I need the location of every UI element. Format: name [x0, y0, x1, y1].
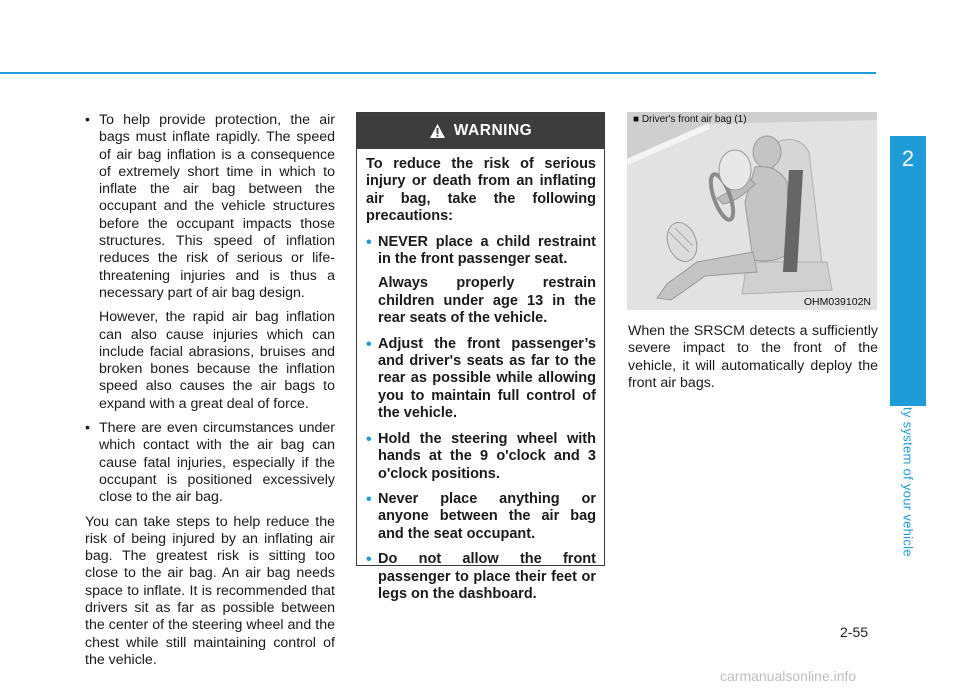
- left-column: [85, 112, 335, 677]
- warning-item-text: • Hold the steering wheel with hands at the 9 o'clock and 3 o'clock positions.: [378, 430, 596, 482]
- srscm-paragraph: When the SRSCM detects a sufficiently severe impact to the front of the vehicle, it will automatically deploy the front air bags.: [628, 323, 878, 391]
- bullet-fatal-injuries: [85, 420, 335, 506]
- chapter-label: Safety system of your vehicle: [900, 379, 916, 557]
- warning-body: [357, 149, 604, 603]
- warning-title: WARNING: [453, 122, 533, 139]
- watermark: carmanualsonline.info: [720, 668, 857, 684]
- warning-triangle-icon: [429, 123, 446, 139]
- warning-item: [366, 551, 596, 603]
- chapter-tab: [890, 136, 926, 557]
- bullet-inflation-speed: [85, 112, 335, 413]
- figure-code: OHM039102N: [803, 296, 871, 308]
- inflation-injury-text: However, the rapid air bag inflation can also cause injuries which can include facial abrasions, bruises and broken bones because the inflation speed also causes the air bags to expand with a great deal of force.: [99, 309, 335, 412]
- warning-header: [357, 113, 604, 149]
- warning-item: [366, 234, 596, 328]
- figure-caption: ■ Driver's front air bag (1): [633, 114, 747, 125]
- warning-item-subtext: Always properly restrain children under age 13 in the rear seats of the vehicle.: [378, 275, 596, 327]
- header-rule: [0, 72, 876, 74]
- driver-airbag-illustration: [627, 112, 877, 310]
- warning-item-text: • NEVER place a child restraint in the front passenger seat.: [378, 233, 596, 268]
- warning-item: [366, 491, 596, 543]
- warning-intro: To reduce the risk of serious injury or death from an inflating air bag, take the following precautions:: [366, 156, 596, 225]
- fatal-injuries-text: • There are even circumstances under which contact with the air bag can cause fatal injuries, especially if the occupant is positioned excessively close to the air bag.: [99, 420, 335, 506]
- inflation-speed-text: • To help provide protection, the air bags must inflate rapidly. The speed of air bag inflation is a consequence of extremely short time in which to inflate the air bag between the occupant and the vehicle structures before the occupant impacts those structures. This speed of inflation reduces the risk of serious or life-threatening injuries and is thus a necessary part of air bag design.: [99, 112, 335, 301]
- warning-item-text: • Do not allow the front passenger to place their feet or legs on the dashboard.: [378, 551, 596, 602]
- warning-item-text: • Adjust the front passenger’s and driver's seats as far to the rear as possible while allowing you to maintain full control of the vehicle.: [378, 335, 596, 422]
- warning-box: [356, 112, 605, 602]
- warning-item-text: • Never place anything or anyone between the air bag and the seat occupant.: [378, 490, 596, 542]
- warning-item: [366, 431, 596, 483]
- chapter-number: 2: [901, 146, 915, 171]
- page-number: 2-55: [840, 624, 869, 640]
- warning-item: [366, 336, 596, 423]
- reduce-risk-paragraph: You can take steps to help reduce the risk of being injured by an inflating air bag. The greatest risk is sitting too close to the air bag. An air bag needs space to inflate. It is recommended that drivers sit as far as possible between the center of the steering wheel and the chest while still maintaining control of the vehicle.: [85, 513, 335, 668]
- airbag-figure: [627, 112, 877, 310]
